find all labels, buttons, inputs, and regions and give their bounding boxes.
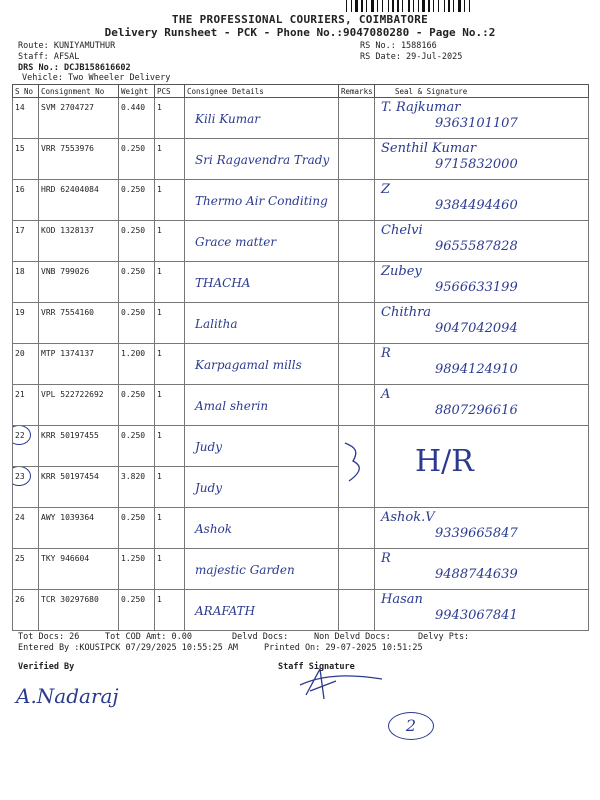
signature-phone: 9488744639 — [435, 567, 518, 582]
table-row — [13, 180, 589, 221]
consignee-cell — [185, 344, 339, 385]
company-title: THE PROFESSIONAL COURIERS, COIMBATORE — [171, 13, 429, 26]
signature: Ashok.V — [381, 510, 435, 525]
sno-cell — [13, 180, 39, 221]
tot-docs: Tot Docs: 26 — [18, 632, 80, 642]
consignee-name: Thermo Air Conditing — [195, 194, 328, 208]
verified-by: Verified By — [18, 662, 75, 672]
table-row — [13, 221, 589, 262]
remarks-cell — [339, 262, 375, 303]
circle-mark — [13, 467, 32, 487]
sno-cell — [13, 344, 39, 385]
signature: A — [381, 387, 391, 402]
consignee-name: Kili Kumar — [195, 112, 260, 126]
verifier-signature: A.Nadaraj — [16, 684, 119, 708]
remarks-cell — [339, 98, 375, 139]
consignment-no: KRR 50197455 — [39, 426, 119, 467]
consignee-cell — [185, 467, 339, 508]
consignee-name: Grace matter — [195, 235, 277, 249]
sno-cell — [13, 467, 39, 508]
barcode-bar — [371, 0, 374, 12]
consignee-name: THACHA — [195, 276, 251, 290]
sno: 26 — [15, 595, 25, 604]
sno-cell — [13, 221, 39, 262]
weight: 0.250 — [119, 180, 155, 221]
staff: Staff: AFSAL — [18, 52, 80, 62]
weight: 0.250 — [119, 426, 155, 467]
barcode-bar — [351, 0, 352, 12]
pcs: 1 — [155, 549, 185, 590]
signature: Zubey — [381, 264, 422, 279]
pcs: 1 — [155, 590, 185, 631]
remarks-cell — [339, 344, 375, 385]
pcs: 1 — [155, 426, 185, 467]
weight: 0.250 — [119, 590, 155, 631]
runsheet-title: Delivery Runsheet - PCK - Phone No.:9047080280 - Page No.:2 — [104, 26, 496, 39]
printed-on: Printed On: 29-07-2025 10:51:25 — [264, 643, 423, 653]
table-row — [13, 426, 589, 467]
barcode-bar — [469, 0, 470, 12]
barcode-bar — [408, 0, 410, 12]
sno: 21 — [15, 390, 25, 399]
signature-phone: 9715832000 — [435, 157, 518, 172]
weight: 1.200 — [119, 344, 155, 385]
bracket-mark — [341, 431, 371, 491]
weight: 3.820 — [119, 467, 155, 508]
consignee-name: majestic Garden — [195, 563, 295, 577]
rs-date: RS Date: 29-Jul-2025 — [360, 52, 463, 62]
barcode-bar — [458, 0, 461, 12]
barcode-bar — [422, 0, 425, 12]
col-pcs: PCS — [155, 85, 185, 98]
pcs: 1 — [155, 180, 185, 221]
weight: 1.250 — [119, 549, 155, 590]
entered-by: Entered By :KOUSIPCK 07/29/2025 10:55:25 AM — [18, 643, 239, 653]
sno: 15 — [15, 144, 25, 153]
tot-cod: Tot COD Amt: 0.00 — [105, 632, 192, 642]
sno-cell — [13, 426, 39, 467]
barcode-bar — [397, 0, 399, 12]
weight: 0.250 — [119, 385, 155, 426]
pcs: 1 — [155, 221, 185, 262]
sno-cell — [13, 385, 39, 426]
barcode-bar — [377, 0, 378, 12]
sno-cell — [13, 508, 39, 549]
consignee-name: Karpagamal mills — [195, 358, 302, 372]
signature-phone: 8807296616 — [435, 403, 518, 418]
staff-signature-scribble — [296, 665, 386, 705]
table-row — [13, 590, 589, 631]
barcode-bar — [444, 0, 445, 12]
signature: Chelvi — [381, 223, 423, 238]
barcode-bar — [355, 0, 358, 12]
col-signature: Seal & Signature — [375, 85, 589, 98]
barcode-bar — [418, 0, 419, 12]
consignee-cell — [185, 303, 339, 344]
sno-cell — [13, 262, 39, 303]
signature-phone: 9339665847 — [435, 526, 518, 541]
consignee-cell — [185, 98, 339, 139]
pcs: 1 — [155, 98, 185, 139]
consignee-name: Ashok — [195, 522, 233, 536]
table-row — [13, 303, 589, 344]
vehicle: Vehicle: Two Wheeler Delivery — [22, 73, 171, 83]
table-header — [13, 85, 589, 98]
signature-cell — [375, 139, 589, 180]
barcode-bar — [464, 0, 465, 12]
signature-phone: 9363101107 — [435, 116, 518, 131]
weight: 0.250 — [119, 508, 155, 549]
signature: Z — [381, 182, 391, 197]
table-row — [13, 549, 589, 590]
delvy-pts: Delvy Pts: — [418, 632, 470, 642]
sno-cell — [13, 139, 39, 180]
consignee-cell — [185, 262, 339, 303]
col-remarks: Remarks — [339, 85, 375, 98]
circle-mark — [13, 426, 32, 446]
consignment-no: VRR 7553976 — [39, 139, 119, 180]
pcs: 1 — [155, 303, 185, 344]
signature-cell — [375, 98, 589, 139]
table-row — [13, 385, 589, 426]
remarks-cell — [339, 549, 375, 590]
table-row — [13, 262, 589, 303]
remarks-cell — [339, 426, 375, 508]
page-mark: 2 — [405, 716, 417, 735]
weight: 0.250 — [119, 262, 155, 303]
consignee-name: Sri Ragavendra Trady — [195, 153, 330, 167]
sno: 20 — [15, 349, 25, 358]
sno-cell — [13, 549, 39, 590]
remarks-cell — [339, 303, 375, 344]
signature-cell — [375, 262, 589, 303]
sno: 22 — [15, 431, 25, 440]
signature-phone: 9566633199 — [435, 280, 518, 295]
delvd-docs: Delvd Docs: — [232, 632, 289, 642]
barcode-bar — [388, 0, 389, 12]
page-mark-circle — [388, 712, 434, 740]
weight: 0.250 — [119, 303, 155, 344]
consignee-cell — [185, 139, 339, 180]
runsheet-table — [12, 84, 589, 631]
remarks-cell — [339, 508, 375, 549]
signature-phone: 9943067841 — [435, 608, 518, 623]
barcode-bar — [448, 0, 450, 12]
signature-cell — [375, 180, 589, 221]
consignment-no: TCR 30297680 — [39, 590, 119, 631]
col-weight: Weight — [119, 85, 155, 98]
consignment-no: VPL 522722692 — [39, 385, 119, 426]
signature: T. Rajkumar — [381, 100, 461, 115]
signature-cell — [375, 344, 589, 385]
signature-cell — [375, 549, 589, 590]
barcode-bar — [392, 0, 394, 12]
table-row — [13, 508, 589, 549]
remarks-cell — [339, 180, 375, 221]
consignee-name: Lalitha — [195, 317, 238, 331]
consignee-cell — [185, 508, 339, 549]
consignee-cell — [185, 385, 339, 426]
barcode-bar — [453, 0, 454, 12]
consignment-no: SVM 2704727 — [39, 98, 119, 139]
col-consignee: Consignee Details — [185, 85, 339, 98]
consignment-no: MTP 1374137 — [39, 344, 119, 385]
signature: R — [381, 551, 391, 566]
weight: 0.250 — [119, 139, 155, 180]
consignment-no: VNB 799026 — [39, 262, 119, 303]
consignment-no: KOD 1328137 — [39, 221, 119, 262]
sno-cell — [13, 303, 39, 344]
signature: R — [381, 346, 391, 361]
weight: 0.440 — [119, 98, 155, 139]
rs-no: RS No.: 1588166 — [360, 41, 437, 51]
consignment-no: AWY 1039364 — [39, 508, 119, 549]
consignment-no: VRR 7554160 — [39, 303, 119, 344]
barcode-bar — [438, 0, 439, 12]
pcs: 1 — [155, 467, 185, 508]
signature-cell — [375, 303, 589, 344]
table-row — [13, 98, 589, 139]
consignee-name: Amal sherin — [195, 399, 269, 413]
consignee-cell — [185, 549, 339, 590]
staff-signature: Staff Signature — [278, 662, 355, 672]
barcode-bar — [402, 0, 403, 12]
signature-phone: 9655587828 — [435, 239, 518, 254]
signature: Chithra — [381, 305, 432, 320]
col-sno: S No — [13, 85, 39, 98]
pcs: 1 — [155, 139, 185, 180]
consignment-no: HRD 62404084 — [39, 180, 119, 221]
consignee-name: Judy — [195, 440, 222, 454]
sno: 17 — [15, 226, 25, 235]
sno: 14 — [15, 103, 25, 112]
signature-cell — [375, 221, 589, 262]
remarks-cell — [339, 590, 375, 631]
barcode-bar — [361, 0, 363, 12]
consignee-cell — [185, 221, 339, 262]
weight: 0.250 — [119, 221, 155, 262]
pcs: 1 — [155, 262, 185, 303]
signature-phone: 9894124910 — [435, 362, 518, 377]
remarks-cell — [339, 385, 375, 426]
consignment-no: KRR 50197454 — [39, 467, 119, 508]
non-delvd-docs: Non Delvd Docs: — [314, 632, 391, 642]
sno: 16 — [15, 185, 25, 194]
consignment-no: TKY 946604 — [39, 549, 119, 590]
table-row — [13, 139, 589, 180]
barcode-bar — [433, 0, 434, 12]
signature-phone: 9384494460 — [435, 198, 518, 213]
barcode-bar — [428, 0, 430, 12]
sno: 19 — [15, 308, 25, 317]
signature-cell — [375, 508, 589, 549]
signature-cell — [375, 590, 589, 631]
pcs: 1 — [155, 508, 185, 549]
consignee-cell — [185, 180, 339, 221]
pcs: 1 — [155, 344, 185, 385]
consignee-cell — [185, 426, 339, 467]
sno: 23 — [15, 472, 25, 481]
consignee-name: Judy — [195, 481, 222, 495]
barcode-bar — [382, 0, 383, 12]
merged-remark: H/R — [415, 444, 474, 479]
signature: Senthil Kumar — [381, 141, 477, 156]
consignee-name: ARAFATH — [195, 604, 256, 618]
route: Route: KUNIYAMUTHUR — [18, 41, 116, 51]
signature: Hasan — [381, 592, 423, 607]
sno-cell — [13, 98, 39, 139]
barcode-bar — [413, 0, 414, 12]
sno: 24 — [15, 513, 25, 522]
drs-no: DRS No.: DCJB158616602 — [18, 63, 131, 73]
barcode-bar — [366, 0, 367, 12]
sno: 18 — [15, 267, 25, 276]
signature-phone: 9047042094 — [435, 321, 518, 336]
remarks-cell — [339, 221, 375, 262]
sno-cell — [13, 590, 39, 631]
signature-cell — [375, 426, 589, 508]
sno: 25 — [15, 554, 25, 563]
signature-cell — [375, 385, 589, 426]
barcode-bar — [346, 0, 347, 12]
pcs: 1 — [155, 385, 185, 426]
table-row — [13, 344, 589, 385]
remarks-cell — [339, 139, 375, 180]
consignee-cell — [185, 590, 339, 631]
col-consignment: Consignment No — [39, 85, 119, 98]
